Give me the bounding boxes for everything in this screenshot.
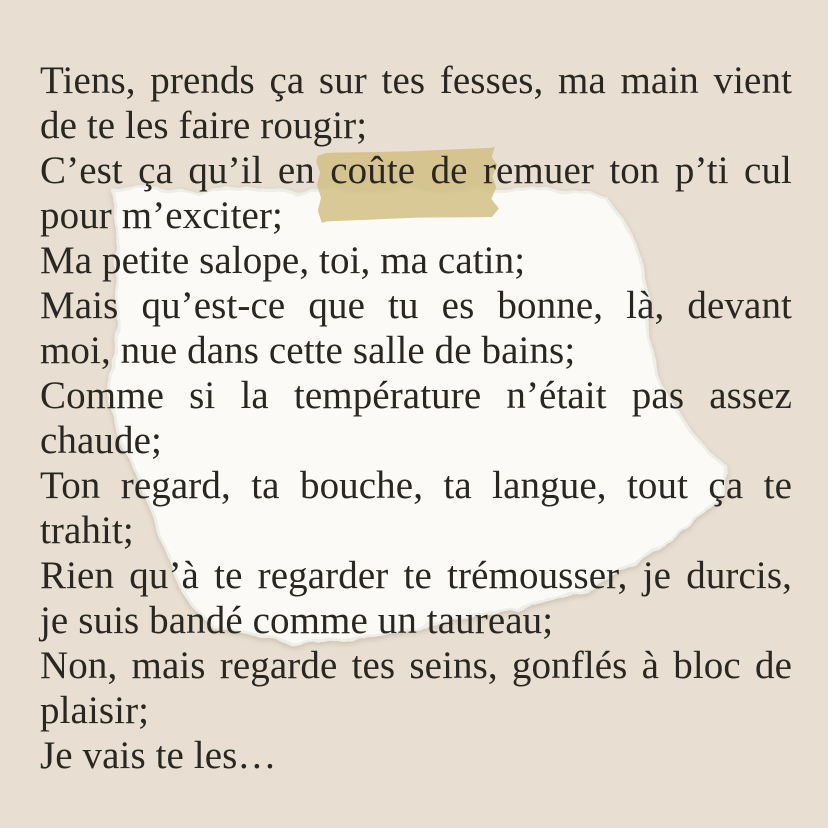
poem-paragraph (40, 58, 792, 148)
poem-line: trahit; (40, 509, 134, 552)
poem-line: Ton regard, ta bouche, ta langue, tout ça te (40, 464, 792, 507)
poem-line: pour m’exciter; (40, 194, 283, 237)
poem-paragraph (40, 463, 792, 553)
poem-line: Ma petite salope, toi, ma catin; (40, 239, 526, 282)
poem-line: chaude; (40, 419, 162, 462)
poem-paragraph (40, 283, 792, 373)
poem-line: Rien qu’à te regarder te trémousser, je durcis, (40, 554, 792, 597)
poem-line: Tiens, prends ça sur tes fesses, ma main vient (40, 59, 792, 102)
poem-line: moi, nue dans cette salle de bains; (40, 329, 576, 372)
poem-line: Je vais te les… (40, 734, 277, 777)
poem-line: Comme si la température n’était pas assez (40, 374, 792, 417)
poem-paragraph (40, 553, 792, 643)
poem-line: plaisir; (40, 689, 150, 732)
poem-paragraph (40, 733, 792, 778)
poem-line: je suis bandé comme un taureau; (40, 599, 554, 642)
poem-paragraph (40, 148, 792, 238)
poem-line: de te les faire rougir; (40, 104, 368, 147)
poem-paragraph (40, 643, 792, 733)
poem-paragraph (40, 373, 792, 463)
poem-line: Mais qu’est-ce que tu es bonne, là, devant (40, 284, 792, 327)
poem-paragraph (40, 238, 792, 283)
poem-line: C’est ça qu’il en coûte de remuer ton p’ti cul (40, 149, 792, 192)
poem-line: Non, mais regarde tes seins, gonflés à bloc de (40, 644, 792, 687)
